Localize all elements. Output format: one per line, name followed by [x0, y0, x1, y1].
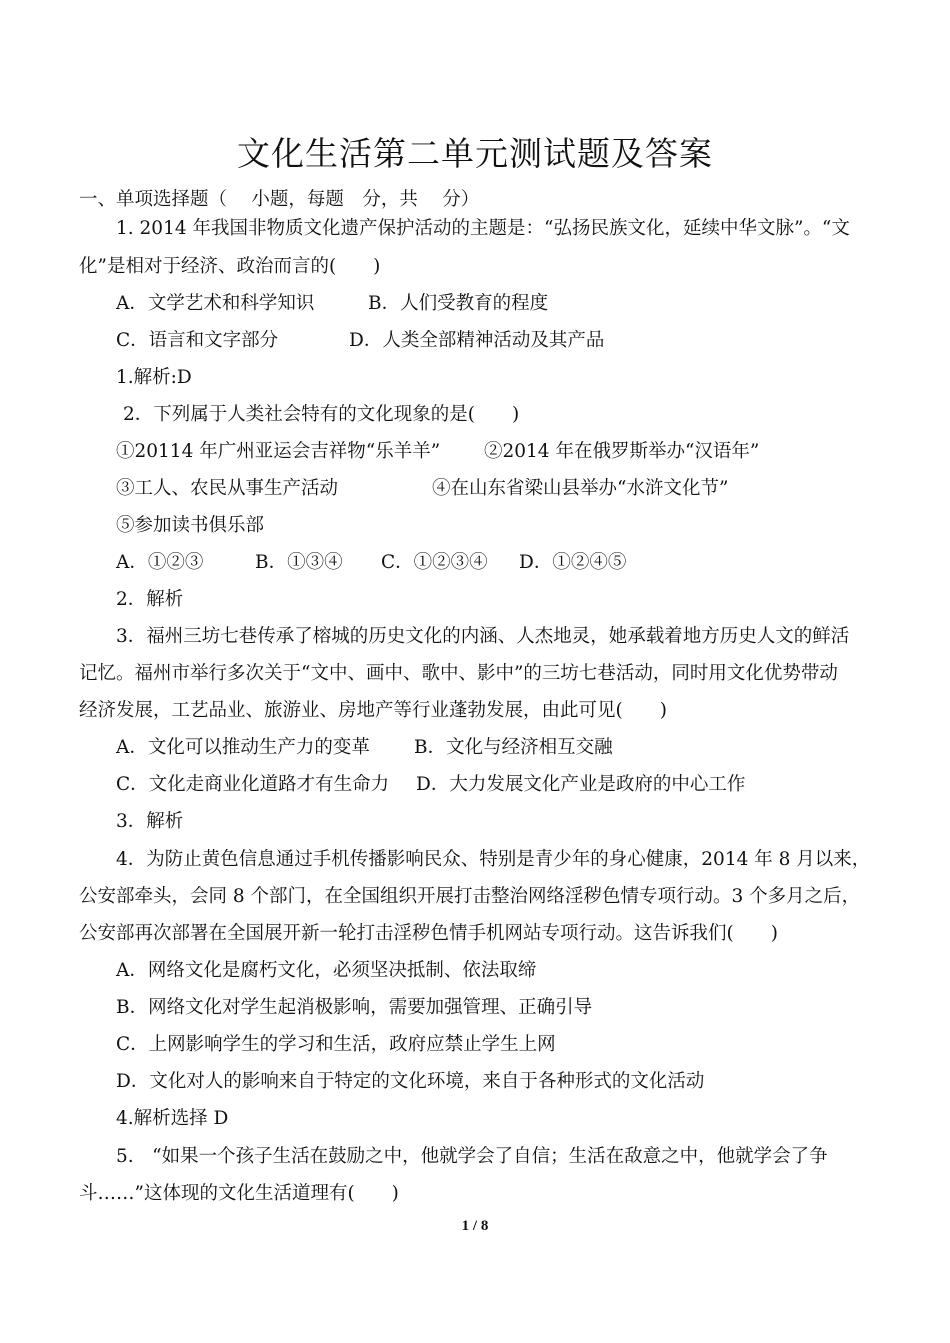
- q1-option-c: C．语言和文字部分: [116, 330, 279, 351]
- q1-option-a: A．文学艺术和科学知识: [116, 293, 315, 314]
- q3-option-b: B．文化与经济相互交融: [414, 737, 613, 758]
- q1-option-b: B．人们受教育的程度: [368, 293, 549, 314]
- q3-option-c: C．文化走商业化道路才有生命力: [116, 774, 390, 795]
- q4-stem-line-3: 公安部再次部署在全国展开新一轮打击淫秽色情手机网站专项行动。这告诉我们( ): [79, 923, 778, 944]
- q2-option-a: A．①②③: [116, 552, 204, 573]
- q3-option-d: D．大力发展文化产业是政府的中心工作: [416, 774, 746, 795]
- q1-stem-line-2: 化”是相对于经济、政治而言的( ): [79, 256, 381, 277]
- q4-stem-line-2: 公安部牵头，会同 8 个部门，在全国组织开展打击整治网络淫秽色情专项行动。3 个多月之后，: [79, 886, 861, 907]
- q4-option-c: C．上网影响学生的学习和生活，政府应禁止学生上网: [116, 1034, 556, 1055]
- q1-answer: 1.解析:D: [116, 367, 192, 388]
- q4-option-a: A．网络文化是腐朽文化，必须坚决抵制、依法取缔: [116, 960, 537, 981]
- page-title: 文化生活第二单元测试题及答案: [237, 134, 713, 173]
- q1-option-d: D．人类全部精神活动及其产品: [349, 330, 605, 351]
- q4-stem-line-1: 4．为防止黄色信息通过手机传播影响民众、特别是青少年的身心健康，2014 年 8 月以来，: [116, 849, 871, 870]
- q2-item-1: ①20114 年广州亚运会吉祥物“乐羊羊”: [116, 441, 441, 462]
- q3-stem-line-1: 3．福州三坊七巷传承了榕城的历史文化的内涵、人杰地灵，她承载着地方历史人文的鲜活: [116, 626, 850, 647]
- q2-item-4: ④在山东省梁山县举办“水浒文化节”: [432, 478, 729, 499]
- q2-item-2: ②2014 年在俄罗斯举办“汉语年”: [484, 441, 760, 462]
- q3-option-a: A．文化可以推动生产力的变革: [116, 737, 370, 758]
- q4-option-b: B．网络文化对学生起消极影响，需要加强管理、正确引导: [116, 997, 593, 1018]
- q2-item-3: ③工人、农民从事生产活动: [116, 478, 339, 499]
- q3-stem-line-2: 记忆。福州市举行多次关于“文中、画中、歌中、影中”的三坊七巷活动，同时用文化优势带动: [79, 663, 838, 684]
- q2-option-c: C．①②③④: [381, 552, 488, 573]
- section-header: 一、单项选择题（ 小题，每题 分，共 分）: [79, 189, 480, 210]
- q3-stem-line-3: 经济发展，工艺品业、旅游业、房地产等行业蓬勃发展，由此可见( ): [79, 700, 667, 721]
- q3-answer: 3．解析: [116, 811, 184, 832]
- q2-stem: 2．下列属于人类社会特有的文化现象的是( ): [123, 404, 520, 425]
- q4-option-d: D．文化对人的影响来自于特定的文化环境，来自于各种形式的文化活动: [116, 1071, 705, 1092]
- q2-item-5: ⑤参加读书俱乐部: [116, 515, 265, 536]
- q5-stem-line-1: 5. “如果一个孩子生活在鼓励之中，他就学会了自信；生活在敌意之中，他就学会了争: [116, 1146, 828, 1167]
- q5-stem-line-2: 斗……”这体现的文化生活道理有( ): [79, 1183, 399, 1204]
- q4-answer: 4.解析选择 D: [116, 1108, 229, 1129]
- page-number: 1 / 8: [461, 1218, 489, 1234]
- q2-answer: 2．解析: [116, 589, 184, 610]
- q1-stem-line-1: 1. 2014 年我国非物质文化遗产保护活动的主题是：“弘扬民族文化，延续中华文脉”。“文: [116, 218, 850, 239]
- q2-option-b: B．①③④: [255, 552, 343, 573]
- q2-option-d: D．①②④⑤: [519, 552, 627, 573]
